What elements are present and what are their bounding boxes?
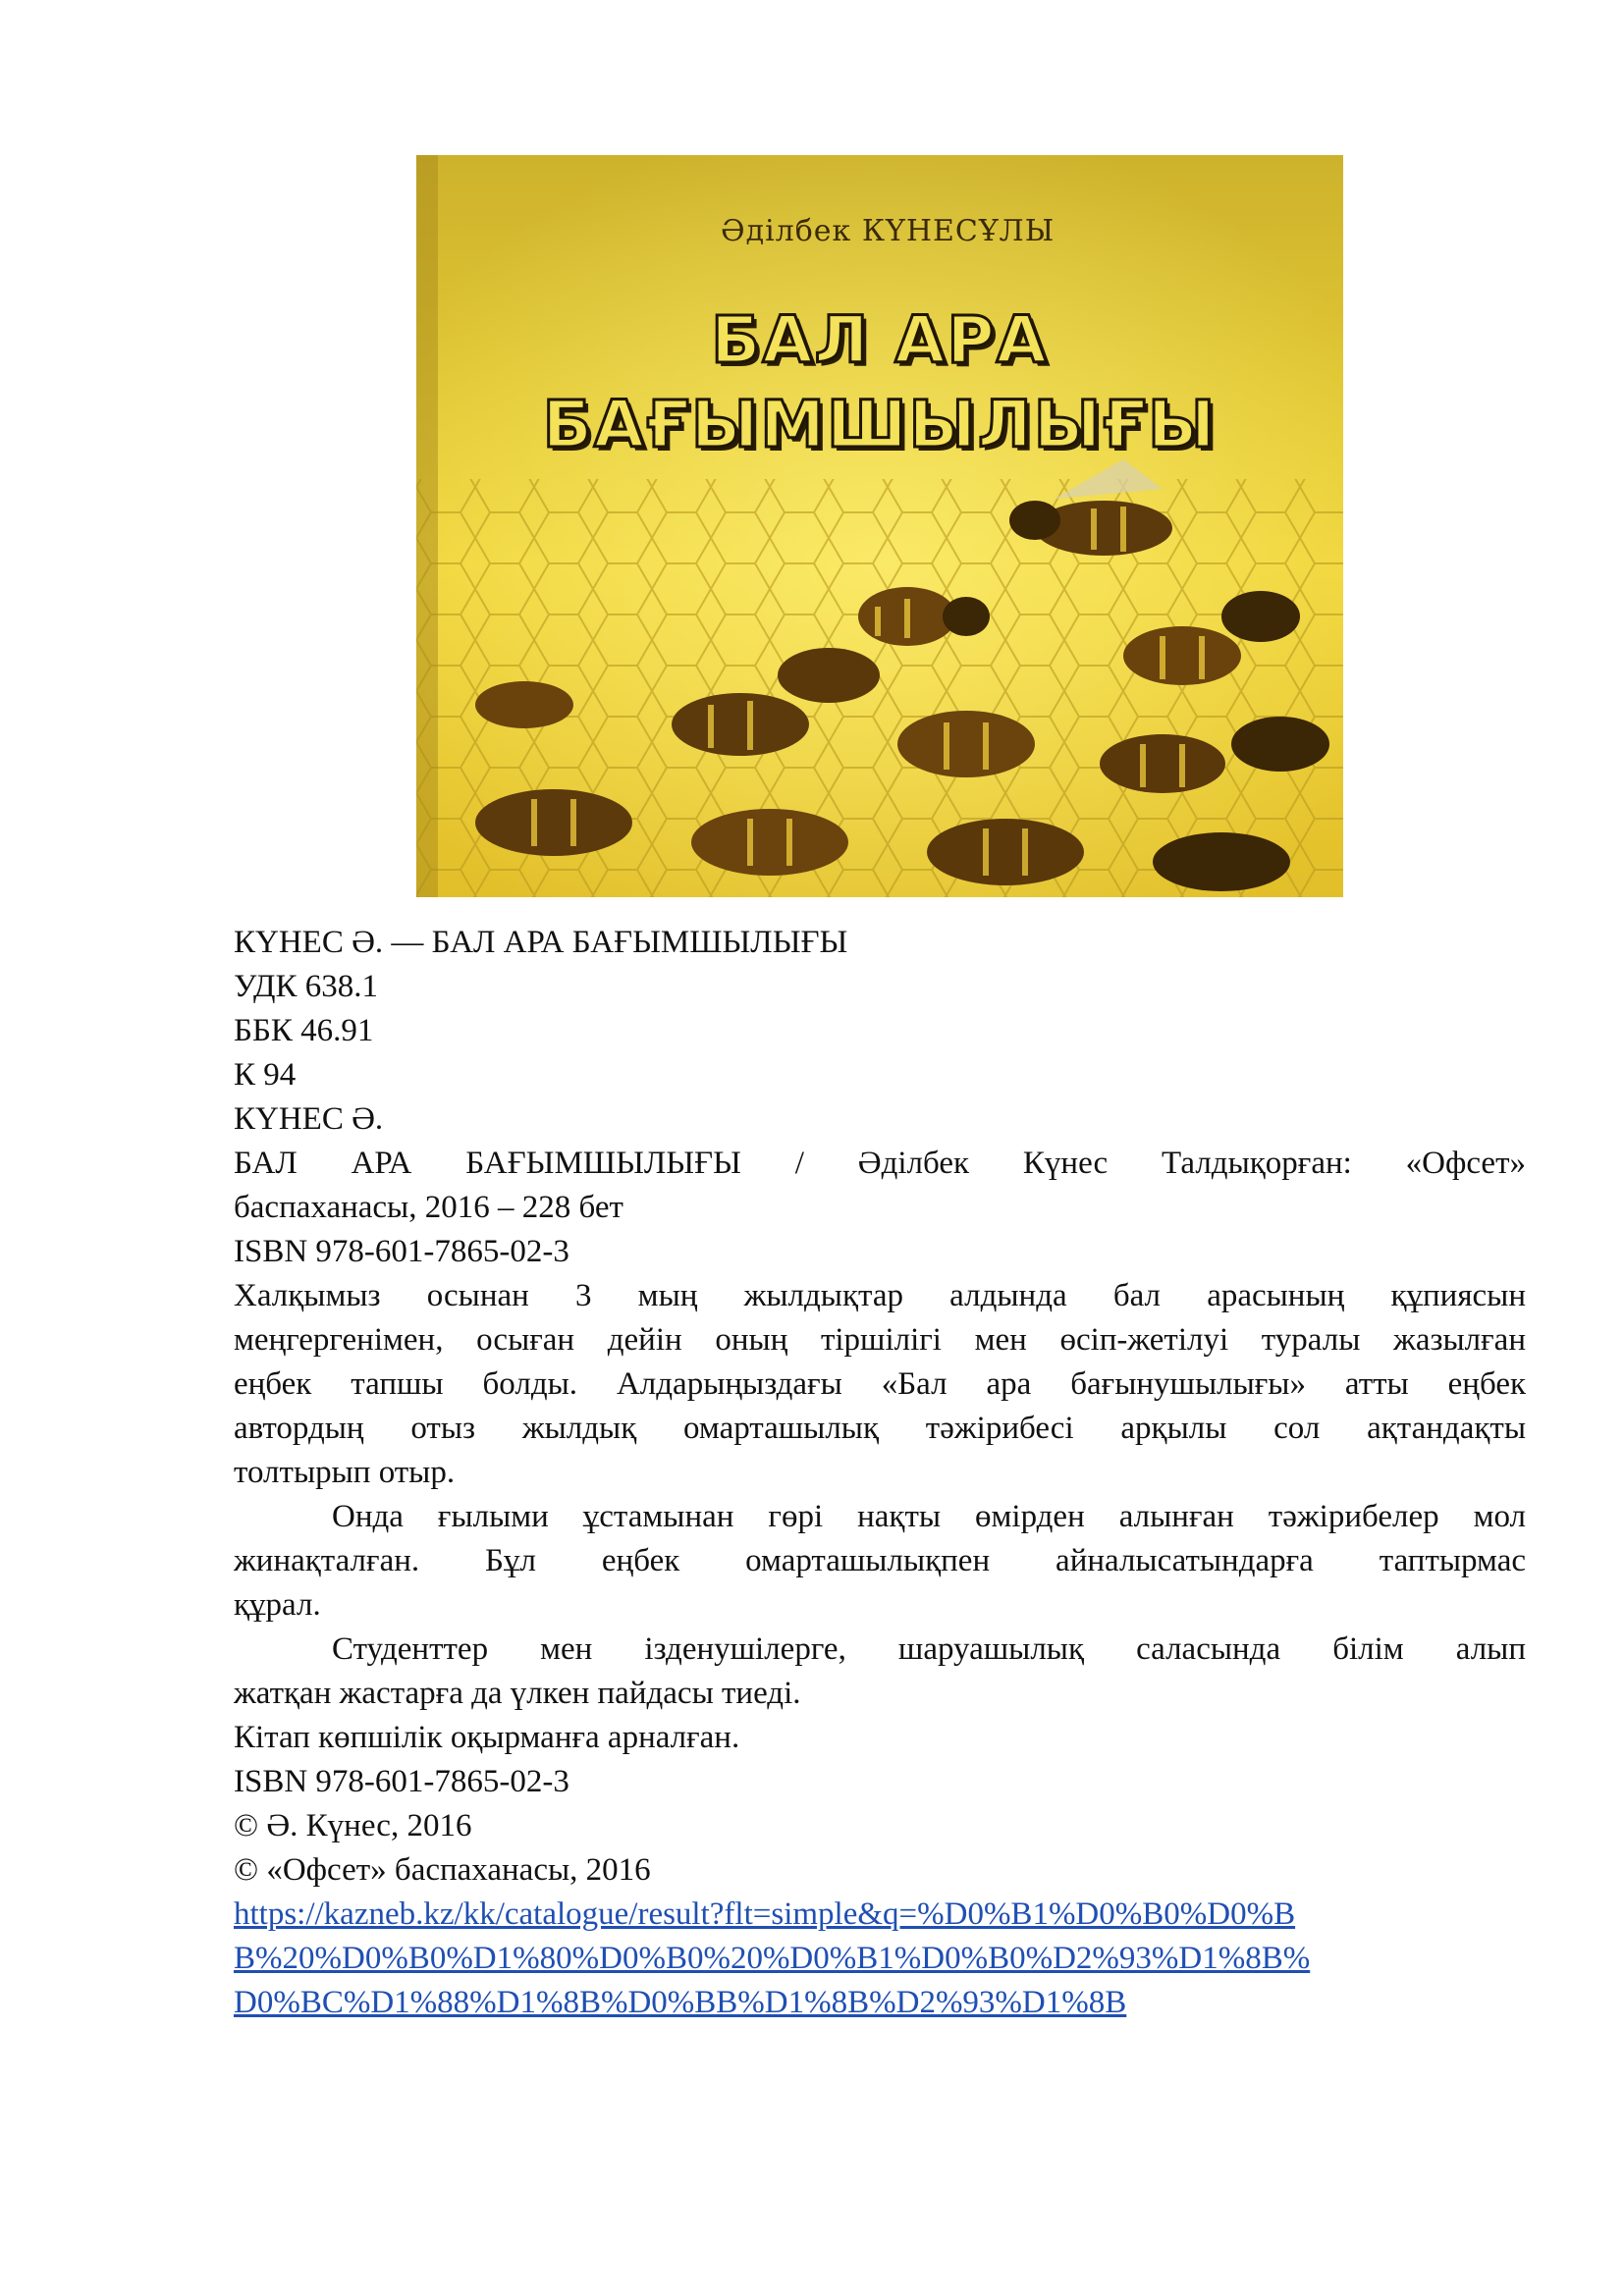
abstract-paragraph-4: Кітап көпшілік оқырманға арналған. [234, 1720, 740, 1755]
catalogue-link-line-3[interactable]: D0%BC%D1%88%D1%8B%D0%BB%D1%8B%D2%93%D1%8B [234, 1985, 1127, 2020]
biblio-place: Талдықорған: [1162, 1146, 1352, 1181]
catalogue-link-line-1[interactable]: https://kazneb.kz/kk/catalogue/result?flt=simple&q=%D0%B1%D0%B0%D0%B [234, 1896, 1296, 1932]
abstract-p2-row: Онда ғылыми ұстамынан гөрі нақты өмірден алынған тәжірибелер мол [332, 1499, 1526, 1534]
honeycomb-bees-illustration [416, 155, 1343, 897]
author-short: КҮНЕС Ә. [234, 1101, 384, 1137]
copyright-author: © Ә. Күнес, 2016 [234, 1808, 472, 1843]
biblio-publisher: «Офсет» [1405, 1146, 1526, 1181]
udk-code: УДК 638.1 [234, 969, 379, 1004]
book-cover-image [416, 155, 1343, 897]
abstract-p1-row: меңгергенімен, осыған дейін оның тіршілігі мен өсіп-жетілуі туралы жазылған [234, 1322, 1526, 1358]
abstract-p3-row: Студенттер мен ізденушілерге, шаруашылық саласында білім алып [332, 1631, 1526, 1667]
abstract-p3-row: жатқан жастарға да үлкен пайдасы тиеді. [234, 1676, 801, 1711]
copyright-publisher: © «Офсет» баспаханасы, 2016 [234, 1852, 651, 1888]
record-heading: КҮНЕС Ә. — БАЛ АРА БАҒЫМШЫЛЫҒЫ [234, 925, 848, 960]
author-mark: К 94 [234, 1057, 297, 1093]
isbn-first: ISBN 978-601-7865-02-3 [234, 1234, 569, 1269]
catalogue-link-line-2[interactable]: B%20%D0%B0%D1%80%D0%B0%20%D0%B1%D0%B0%D2%93%D1%8B% [234, 1941, 1311, 1976]
biblio-title-author: БАЛ АРА БАҒЫМШЫЛЫҒЫ / Әділбек Күнес [234, 1146, 1109, 1181]
abstract-p1-row: автордың отыз жылдық омарташылық тәжірибесі арқылы сол ақтандақты [234, 1411, 1526, 1446]
abstract-p1-row: Халқымыз осынан 3 мың жылдықтар алдында бал арасының құпиясын [234, 1278, 1526, 1313]
bibliographic-record [234, 921, 1526, 2025]
abstract-paragraph-3 [234, 1628, 1526, 1716]
cover-author: Әділбек КҮНЕСҰЛЫ [721, 214, 1056, 248]
abstract-paragraph-1 [234, 1274, 1526, 1495]
abstract-paragraph-2 [234, 1495, 1526, 1628]
abstract-p1-row: еңбек тапшы болды. Алдарыңыздағы «Бал ара бағынушылығы» атты еңбек [234, 1366, 1526, 1402]
abstract-p2-row: құрал. [234, 1587, 321, 1623]
cover-title-line1: БАЛ АРА [711, 302, 1049, 378]
cover-title-line2: БАҒЫМШЫЛЫҒЫ [542, 387, 1218, 462]
biblio-line [234, 1142, 1526, 1186]
biblio-line-2: баспаханасы, 2016 – 228 бет [234, 1190, 623, 1225]
bbk-code: ББК 46.91 [234, 1013, 374, 1048]
abstract-p1-row: толтырып отыр. [234, 1455, 456, 1490]
abstract-p2-row: жинақталған. Бұл еңбек омарташылықпен айналысатындарға таптырмас [234, 1543, 1526, 1578]
isbn-second: ISBN 978-601-7865-02-3 [234, 1764, 569, 1799]
